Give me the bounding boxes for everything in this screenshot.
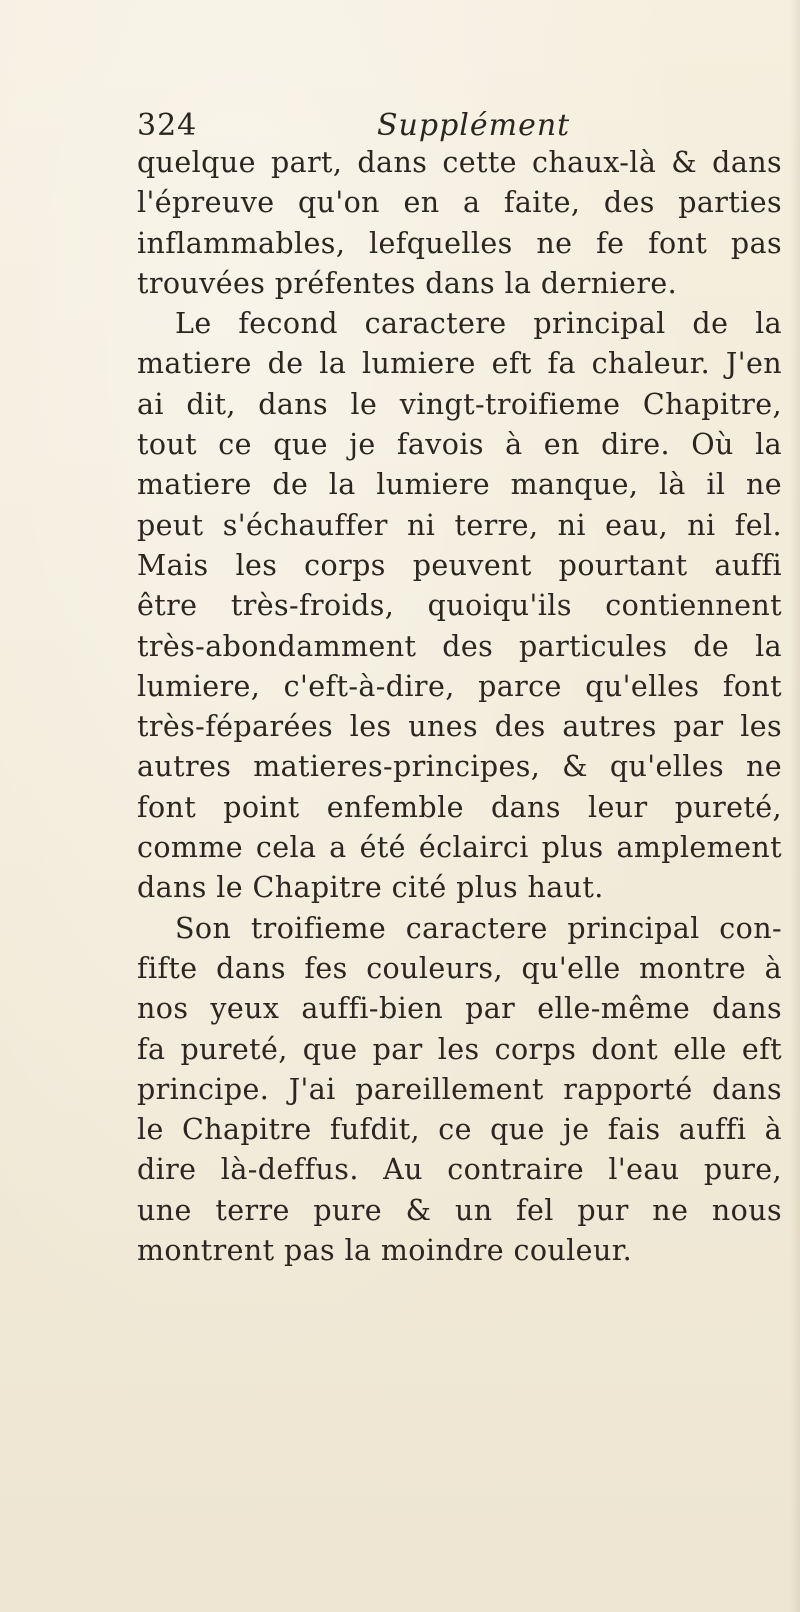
text-line: font point enfemble dans leur pureté,	[137, 790, 782, 824]
text-line: comme cela a été éclairci plus amplement	[137, 831, 782, 865]
text-line: trouvées préfentes dans la derniere.	[137, 266, 678, 300]
running-head: Supplément	[377, 108, 571, 143]
text-line: ai dit, dans le vingt-troifieme Chapitre,	[137, 387, 782, 421]
text-line: lumiere, c'eft-à-dire, parce qu'elles font	[137, 669, 782, 703]
text-line: nos yeux auffi-bien par elle-même dans	[137, 992, 782, 1026]
body-text	[137, 143, 782, 1271]
text-line: dire là-deffus. Au contraire l'eau pure,	[137, 1153, 782, 1187]
page-header	[137, 108, 617, 148]
text-line: être très-froids, quoiqu'ils contiennent	[137, 589, 782, 623]
text-line: une terre pure & un fel pur ne nous	[137, 1193, 782, 1227]
text-line: dans le Chapitre cité plus haut.	[137, 871, 604, 905]
text-line: matiere de la lumiere manque, là il ne	[137, 468, 782, 502]
text-line: autres matieres-principes, & qu'elles ne	[137, 750, 782, 784]
text-line: très-abondamment des particules de la	[137, 629, 782, 663]
text-line: fa pureté, que par les corps dont elle eft	[137, 1032, 782, 1066]
text-line: le Chapitre fufdit, ce que je fais auffi à	[137, 1113, 782, 1147]
page-number: 324	[137, 108, 198, 143]
text-line: Son troifieme caractere principal con-	[175, 911, 782, 945]
text-line: montrent pas la moindre couleur.	[137, 1234, 633, 1268]
text-line: matiere de la lumiere eft fa chaleur. J'en	[137, 347, 782, 381]
text-line: quelque part, dans cette chaux-là & dans	[137, 146, 782, 179]
text-line: principe. J'ai pareillement rapporté dans	[137, 1072, 782, 1106]
page-edge-shadow	[790, 0, 800, 1612]
text-line: inflammables, lefquelles ne fe font pas	[137, 226, 782, 260]
text-line: très-féparées les unes des autres par les	[137, 710, 782, 744]
text-line: peut s'échauffer ni terre, ni eau, ni fel.	[137, 508, 782, 542]
text-line: fifte dans fes couleurs, qu'elle montre à	[137, 951, 782, 985]
text-line: l'épreuve qu'on en a faite, des parties	[137, 186, 782, 220]
text-line: Mais les corps peuvent pourtant auffi	[137, 548, 782, 582]
text-line: tout ce que je favois à en dire. Où la	[137, 428, 782, 462]
text-line: Le fecond caractere principal de la	[175, 307, 782, 341]
